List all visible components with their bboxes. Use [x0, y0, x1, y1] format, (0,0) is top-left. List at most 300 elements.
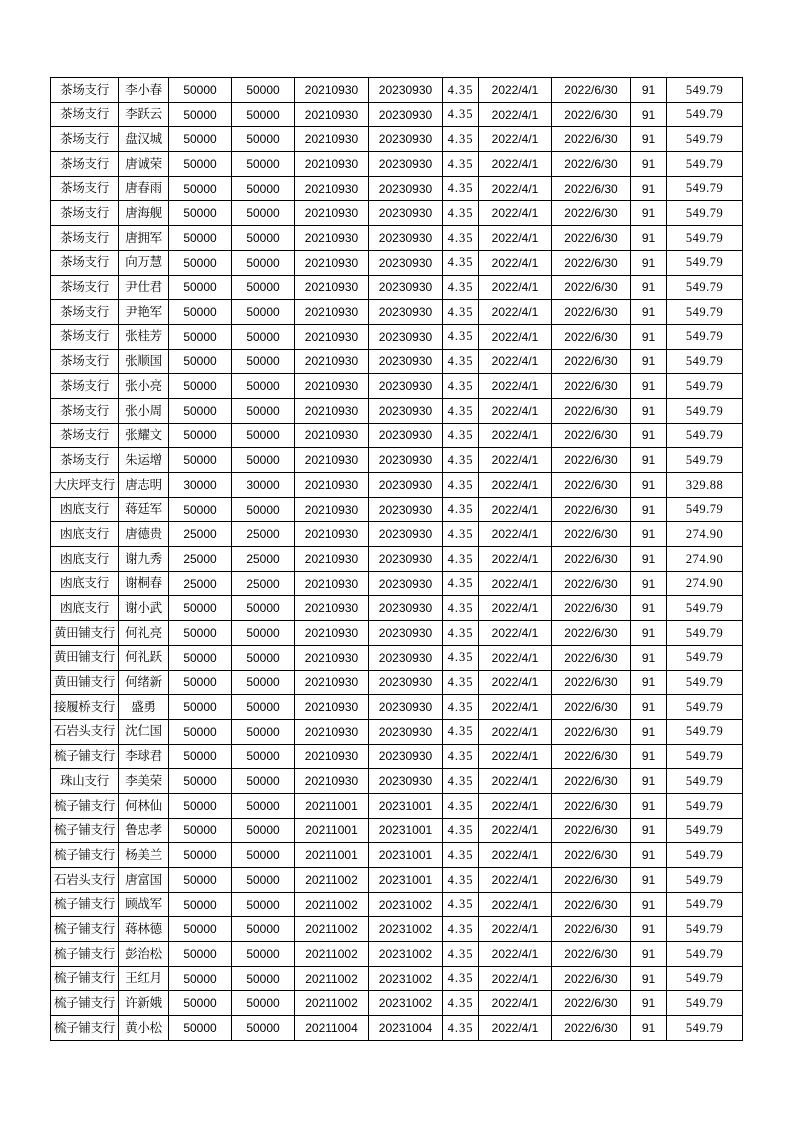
end-date-cell: 20230930	[369, 324, 443, 349]
loan-amount-cell: 50000	[169, 719, 232, 744]
balance-cell: 25000	[232, 571, 295, 596]
days-cell: 91	[631, 102, 667, 127]
table-row	[51, 78, 743, 103]
period-end-cell: 2022/6/30	[552, 966, 631, 991]
period-start-cell: 2022/4/1	[479, 423, 552, 448]
period-start-cell: 2022/4/1	[479, 275, 552, 300]
interest-cell: 549.79	[667, 793, 743, 818]
start-date-cell: 20210930	[295, 176, 369, 201]
end-date-cell: 20230930	[369, 473, 443, 498]
loan-amount-cell: 50000	[169, 868, 232, 893]
start-date-cell: 20210930	[295, 226, 369, 251]
period-start-cell: 2022/4/1	[479, 547, 552, 572]
customer-name-cell: 黄小松	[119, 1016, 169, 1041]
interest-cell: 549.79	[667, 621, 743, 646]
period-end-cell: 2022/6/30	[552, 176, 631, 201]
end-date-cell: 20230930	[369, 226, 443, 251]
branch-cell: 接履桥支行	[51, 695, 119, 720]
loan-amount-cell: 50000	[169, 176, 232, 201]
end-date-cell: 20231002	[369, 991, 443, 1016]
period-end-cell: 2022/6/30	[552, 670, 631, 695]
customer-name-cell: 沈仁国	[119, 719, 169, 744]
rate-cell: 4.35	[443, 744, 479, 769]
period-end-cell: 2022/6/30	[552, 324, 631, 349]
branch-cell: 凼底支行	[51, 596, 119, 621]
customer-name-cell: 蒋林德	[119, 917, 169, 942]
loan-amount-cell: 50000	[169, 201, 232, 226]
loan-amount-cell: 50000	[169, 275, 232, 300]
table-row	[51, 324, 743, 349]
period-start-cell: 2022/4/1	[479, 324, 552, 349]
start-date-cell: 20210930	[295, 571, 369, 596]
days-cell: 91	[631, 152, 667, 177]
period-end-cell: 2022/6/30	[552, 942, 631, 967]
period-end-cell: 2022/6/30	[552, 423, 631, 448]
branch-cell: 茶场支行	[51, 201, 119, 226]
period-start-cell: 2022/4/1	[479, 300, 552, 325]
loan-amount-cell: 50000	[169, 78, 232, 103]
period-end-cell: 2022/6/30	[552, 127, 631, 152]
start-date-cell: 20210930	[295, 349, 369, 374]
balance-cell: 50000	[232, 324, 295, 349]
branch-cell: 梳子铺支行	[51, 1016, 119, 1041]
start-date-cell: 20210930	[295, 448, 369, 473]
branch-cell: 茶场支行	[51, 127, 119, 152]
interest-cell: 549.79	[667, 226, 743, 251]
period-start-cell: 2022/4/1	[479, 349, 552, 374]
period-end-cell: 2022/6/30	[552, 843, 631, 868]
end-date-cell: 20230930	[369, 78, 443, 103]
rate-cell: 4.35	[443, 78, 479, 103]
customer-name-cell: 向万慧	[119, 250, 169, 275]
start-date-cell: 20210930	[295, 769, 369, 794]
start-date-cell: 20211004	[295, 1016, 369, 1041]
end-date-cell: 20230930	[369, 744, 443, 769]
period-end-cell: 2022/6/30	[552, 522, 631, 547]
period-end-cell: 2022/6/30	[552, 719, 631, 744]
interest-cell: 549.79	[667, 670, 743, 695]
start-date-cell: 20210930	[295, 621, 369, 646]
branch-cell: 梳子铺支行	[51, 818, 119, 843]
loan-amount-cell: 50000	[169, 744, 232, 769]
loan-amount-cell: 50000	[169, 769, 232, 794]
loan-amount-cell: 50000	[169, 942, 232, 967]
loan-amount-cell: 50000	[169, 226, 232, 251]
period-end-cell: 2022/6/30	[552, 547, 631, 572]
loan-amount-cell: 50000	[169, 497, 232, 522]
period-end-cell: 2022/6/30	[552, 78, 631, 103]
days-cell: 91	[631, 448, 667, 473]
table-row	[51, 497, 743, 522]
days-cell: 91	[631, 423, 667, 448]
interest-cell: 274.90	[667, 522, 743, 547]
start-date-cell: 20211002	[295, 868, 369, 893]
interest-cell: 549.79	[667, 966, 743, 991]
customer-name-cell: 唐海舰	[119, 201, 169, 226]
days-cell: 91	[631, 645, 667, 670]
days-cell: 91	[631, 1016, 667, 1041]
balance-cell: 50000	[232, 102, 295, 127]
end-date-cell: 20230930	[369, 423, 443, 448]
customer-name-cell: 张耀文	[119, 423, 169, 448]
branch-cell: 茶场支行	[51, 226, 119, 251]
period-end-cell: 2022/6/30	[552, 571, 631, 596]
balance-cell: 50000	[232, 201, 295, 226]
customer-name-cell: 杨美兰	[119, 843, 169, 868]
start-date-cell: 20210930	[295, 522, 369, 547]
end-date-cell: 20230930	[369, 621, 443, 646]
table-row	[51, 868, 743, 893]
balance-cell: 25000	[232, 547, 295, 572]
period-start-cell: 2022/4/1	[479, 374, 552, 399]
days-cell: 91	[631, 991, 667, 1016]
rate-cell: 4.35	[443, 571, 479, 596]
loan-amount-cell: 30000	[169, 473, 232, 498]
period-end-cell: 2022/6/30	[552, 744, 631, 769]
balance-cell: 50000	[232, 621, 295, 646]
branch-cell: 茶场支行	[51, 423, 119, 448]
customer-name-cell: 王红月	[119, 966, 169, 991]
end-date-cell: 20230930	[369, 374, 443, 399]
rate-cell: 4.35	[443, 719, 479, 744]
end-date-cell: 20230930	[369, 398, 443, 423]
period-end-cell: 2022/6/30	[552, 645, 631, 670]
loan-amount-cell: 50000	[169, 423, 232, 448]
table-row	[51, 250, 743, 275]
interest-cell: 549.79	[667, 1016, 743, 1041]
period-start-cell: 2022/4/1	[479, 942, 552, 967]
balance-cell: 50000	[232, 744, 295, 769]
end-date-cell: 20231004	[369, 1016, 443, 1041]
days-cell: 91	[631, 127, 667, 152]
branch-cell: 凼底支行	[51, 547, 119, 572]
customer-name-cell: 鲁忠孝	[119, 818, 169, 843]
interest-cell: 549.79	[667, 300, 743, 325]
interest-cell: 549.79	[667, 843, 743, 868]
period-end-cell: 2022/6/30	[552, 275, 631, 300]
start-date-cell: 20210930	[295, 152, 369, 177]
customer-name-cell: 谢桐春	[119, 571, 169, 596]
table-row	[51, 201, 743, 226]
loan-amount-cell: 50000	[169, 793, 232, 818]
loan-amount-cell: 50000	[169, 670, 232, 695]
start-date-cell: 20210930	[295, 102, 369, 127]
start-date-cell: 20210930	[295, 300, 369, 325]
table-row	[51, 571, 743, 596]
loan-amount-cell: 50000	[169, 398, 232, 423]
start-date-cell: 20211001	[295, 843, 369, 868]
loan-amount-cell: 50000	[169, 102, 232, 127]
period-end-cell: 2022/6/30	[552, 917, 631, 942]
customer-name-cell: 何礼亮	[119, 621, 169, 646]
rate-cell: 4.35	[443, 1016, 479, 1041]
start-date-cell: 20210930	[295, 398, 369, 423]
balance-cell: 50000	[232, 892, 295, 917]
end-date-cell: 20230930	[369, 102, 443, 127]
table-row	[51, 398, 743, 423]
interest-cell: 549.79	[667, 275, 743, 300]
balance-cell: 50000	[232, 250, 295, 275]
interest-cell: 549.79	[667, 719, 743, 744]
balance-cell: 30000	[232, 473, 295, 498]
rate-cell: 4.35	[443, 917, 479, 942]
loan-amount-cell: 50000	[169, 374, 232, 399]
table-row	[51, 818, 743, 843]
balance-cell: 50000	[232, 843, 295, 868]
rate-cell: 4.35	[443, 596, 479, 621]
period-end-cell: 2022/6/30	[552, 695, 631, 720]
balance-cell: 50000	[232, 966, 295, 991]
interest-cell: 549.79	[667, 201, 743, 226]
balance-cell: 50000	[232, 818, 295, 843]
customer-name-cell: 张顺国	[119, 349, 169, 374]
branch-cell: 梳子铺支行	[51, 917, 119, 942]
branch-cell: 梳子铺支行	[51, 966, 119, 991]
period-start-cell: 2022/4/1	[479, 250, 552, 275]
balance-cell: 50000	[232, 78, 295, 103]
table-row	[51, 596, 743, 621]
period-start-cell: 2022/4/1	[479, 818, 552, 843]
days-cell: 91	[631, 473, 667, 498]
table-row	[51, 670, 743, 695]
interest-cell: 549.79	[667, 695, 743, 720]
balance-cell: 25000	[232, 522, 295, 547]
period-start-cell: 2022/4/1	[479, 176, 552, 201]
interest-cell: 549.79	[667, 744, 743, 769]
branch-cell: 大庆坪支行	[51, 473, 119, 498]
rate-cell: 4.35	[443, 942, 479, 967]
customer-name-cell: 许新娥	[119, 991, 169, 1016]
interest-cell: 549.79	[667, 497, 743, 522]
start-date-cell: 20210930	[295, 497, 369, 522]
rate-cell: 4.35	[443, 152, 479, 177]
rate-cell: 4.35	[443, 621, 479, 646]
start-date-cell: 20210930	[295, 374, 369, 399]
branch-cell: 黄田铺支行	[51, 670, 119, 695]
customer-name-cell: 何绪新	[119, 670, 169, 695]
interest-cell: 549.79	[667, 868, 743, 893]
balance-cell: 50000	[232, 349, 295, 374]
table-row	[51, 176, 743, 201]
period-end-cell: 2022/6/30	[552, 991, 631, 1016]
rate-cell: 4.35	[443, 448, 479, 473]
start-date-cell: 20211002	[295, 917, 369, 942]
table-row	[51, 892, 743, 917]
balance-cell: 50000	[232, 374, 295, 399]
table-row	[51, 769, 743, 794]
customer-name-cell: 李美荣	[119, 769, 169, 794]
end-date-cell: 20230930	[369, 497, 443, 522]
customer-name-cell: 唐拥军	[119, 226, 169, 251]
branch-cell: 梳子铺支行	[51, 843, 119, 868]
interest-cell: 549.79	[667, 78, 743, 103]
balance-cell: 50000	[232, 868, 295, 893]
end-date-cell: 20230930	[369, 695, 443, 720]
end-date-cell: 20230930	[369, 448, 443, 473]
loan-amount-cell: 50000	[169, 991, 232, 1016]
end-date-cell: 20230930	[369, 670, 443, 695]
balance-cell: 50000	[232, 670, 295, 695]
loan-amount-cell: 50000	[169, 1016, 232, 1041]
days-cell: 91	[631, 300, 667, 325]
customer-name-cell: 李球君	[119, 744, 169, 769]
table-row	[51, 843, 743, 868]
branch-cell: 茶场支行	[51, 152, 119, 177]
balance-cell: 50000	[232, 1016, 295, 1041]
branch-cell: 凼底支行	[51, 571, 119, 596]
period-start-cell: 2022/4/1	[479, 201, 552, 226]
days-cell: 91	[631, 818, 667, 843]
balance-cell: 50000	[232, 695, 295, 720]
table-row	[51, 793, 743, 818]
branch-cell: 梳子铺支行	[51, 744, 119, 769]
end-date-cell: 20230930	[369, 300, 443, 325]
period-end-cell: 2022/6/30	[552, 621, 631, 646]
period-start-cell: 2022/4/1	[479, 670, 552, 695]
rate-cell: 4.35	[443, 769, 479, 794]
start-date-cell: 20211001	[295, 793, 369, 818]
table-row	[51, 942, 743, 967]
loan-amount-cell: 50000	[169, 596, 232, 621]
interest-cell: 549.79	[667, 991, 743, 1016]
loan-interest-table	[50, 77, 743, 1041]
branch-cell: 凼底支行	[51, 497, 119, 522]
balance-cell: 50000	[232, 917, 295, 942]
end-date-cell: 20230930	[369, 596, 443, 621]
balance-cell: 50000	[232, 275, 295, 300]
start-date-cell: 20211002	[295, 966, 369, 991]
rate-cell: 4.35	[443, 793, 479, 818]
table-row	[51, 473, 743, 498]
table-row	[51, 127, 743, 152]
end-date-cell: 20230930	[369, 127, 443, 152]
balance-cell: 50000	[232, 942, 295, 967]
start-date-cell: 20211002	[295, 991, 369, 1016]
interest-cell: 549.79	[667, 818, 743, 843]
customer-name-cell: 顾战军	[119, 892, 169, 917]
start-date-cell: 20210930	[295, 645, 369, 670]
days-cell: 91	[631, 547, 667, 572]
start-date-cell: 20210930	[295, 127, 369, 152]
interest-cell: 549.79	[667, 398, 743, 423]
customer-name-cell: 蒋廷军	[119, 497, 169, 522]
period-start-cell: 2022/4/1	[479, 868, 552, 893]
days-cell: 91	[631, 497, 667, 522]
days-cell: 91	[631, 226, 667, 251]
interest-cell: 549.79	[667, 250, 743, 275]
table-row	[51, 102, 743, 127]
customer-name-cell: 张桂芳	[119, 324, 169, 349]
period-end-cell: 2022/6/30	[552, 497, 631, 522]
interest-cell: 549.79	[667, 152, 743, 177]
rate-cell: 4.35	[443, 324, 479, 349]
interest-cell: 549.79	[667, 102, 743, 127]
end-date-cell: 20231002	[369, 917, 443, 942]
start-date-cell: 20211002	[295, 942, 369, 967]
days-cell: 91	[631, 966, 667, 991]
period-start-cell: 2022/4/1	[479, 991, 552, 1016]
rate-cell: 4.35	[443, 374, 479, 399]
period-end-cell: 2022/6/30	[552, 1016, 631, 1041]
balance-cell: 50000	[232, 596, 295, 621]
balance-cell: 50000	[232, 423, 295, 448]
rate-cell: 4.35	[443, 300, 479, 325]
table-row	[51, 547, 743, 572]
end-date-cell: 20230930	[369, 152, 443, 177]
branch-cell: 茶场支行	[51, 448, 119, 473]
end-date-cell: 20230930	[369, 250, 443, 275]
period-end-cell: 2022/6/30	[552, 226, 631, 251]
loan-amount-cell: 50000	[169, 324, 232, 349]
table-row	[51, 621, 743, 646]
customer-name-cell: 唐春雨	[119, 176, 169, 201]
days-cell: 91	[631, 744, 667, 769]
interest-cell: 549.79	[667, 374, 743, 399]
customer-name-cell: 谢小武	[119, 596, 169, 621]
end-date-cell: 20230930	[369, 719, 443, 744]
start-date-cell: 20210930	[295, 324, 369, 349]
balance-cell: 50000	[232, 793, 295, 818]
end-date-cell: 20230930	[369, 547, 443, 572]
rate-cell: 4.35	[443, 226, 479, 251]
period-start-cell: 2022/4/1	[479, 843, 552, 868]
days-cell: 91	[631, 398, 667, 423]
branch-cell: 梳子铺支行	[51, 942, 119, 967]
loan-amount-cell: 50000	[169, 843, 232, 868]
rate-cell: 4.35	[443, 670, 479, 695]
end-date-cell: 20231002	[369, 966, 443, 991]
loan-amount-cell: 50000	[169, 917, 232, 942]
start-date-cell: 20211002	[295, 892, 369, 917]
interest-cell: 549.79	[667, 892, 743, 917]
days-cell: 91	[631, 176, 667, 201]
interest-cell: 274.90	[667, 547, 743, 572]
rate-cell: 4.35	[443, 102, 479, 127]
table-row	[51, 423, 743, 448]
rate-cell: 4.35	[443, 522, 479, 547]
end-date-cell: 20231001	[369, 818, 443, 843]
days-cell: 91	[631, 942, 667, 967]
loan-amount-cell: 50000	[169, 349, 232, 374]
period-start-cell: 2022/4/1	[479, 645, 552, 670]
period-start-cell: 2022/4/1	[479, 917, 552, 942]
period-end-cell: 2022/6/30	[552, 374, 631, 399]
branch-cell: 梳子铺支行	[51, 892, 119, 917]
period-start-cell: 2022/4/1	[479, 793, 552, 818]
start-date-cell: 20210930	[295, 473, 369, 498]
period-end-cell: 2022/6/30	[552, 201, 631, 226]
balance-cell: 50000	[232, 991, 295, 1016]
loan-amount-cell: 50000	[169, 152, 232, 177]
period-start-cell: 2022/4/1	[479, 398, 552, 423]
days-cell: 91	[631, 250, 667, 275]
period-end-cell: 2022/6/30	[552, 102, 631, 127]
rate-cell: 4.35	[443, 250, 479, 275]
interest-cell: 274.90	[667, 571, 743, 596]
loan-amount-cell: 50000	[169, 621, 232, 646]
branch-cell: 茶场支行	[51, 300, 119, 325]
period-end-cell: 2022/6/30	[552, 152, 631, 177]
customer-name-cell: 唐德贵	[119, 522, 169, 547]
interest-cell: 549.79	[667, 942, 743, 967]
loan-amount-cell: 25000	[169, 522, 232, 547]
end-date-cell: 20231001	[369, 868, 443, 893]
rate-cell: 4.35	[443, 547, 479, 572]
interest-cell: 549.79	[667, 423, 743, 448]
period-start-cell: 2022/4/1	[479, 744, 552, 769]
period-start-cell: 2022/4/1	[479, 102, 552, 127]
interest-cell: 549.79	[667, 349, 743, 374]
